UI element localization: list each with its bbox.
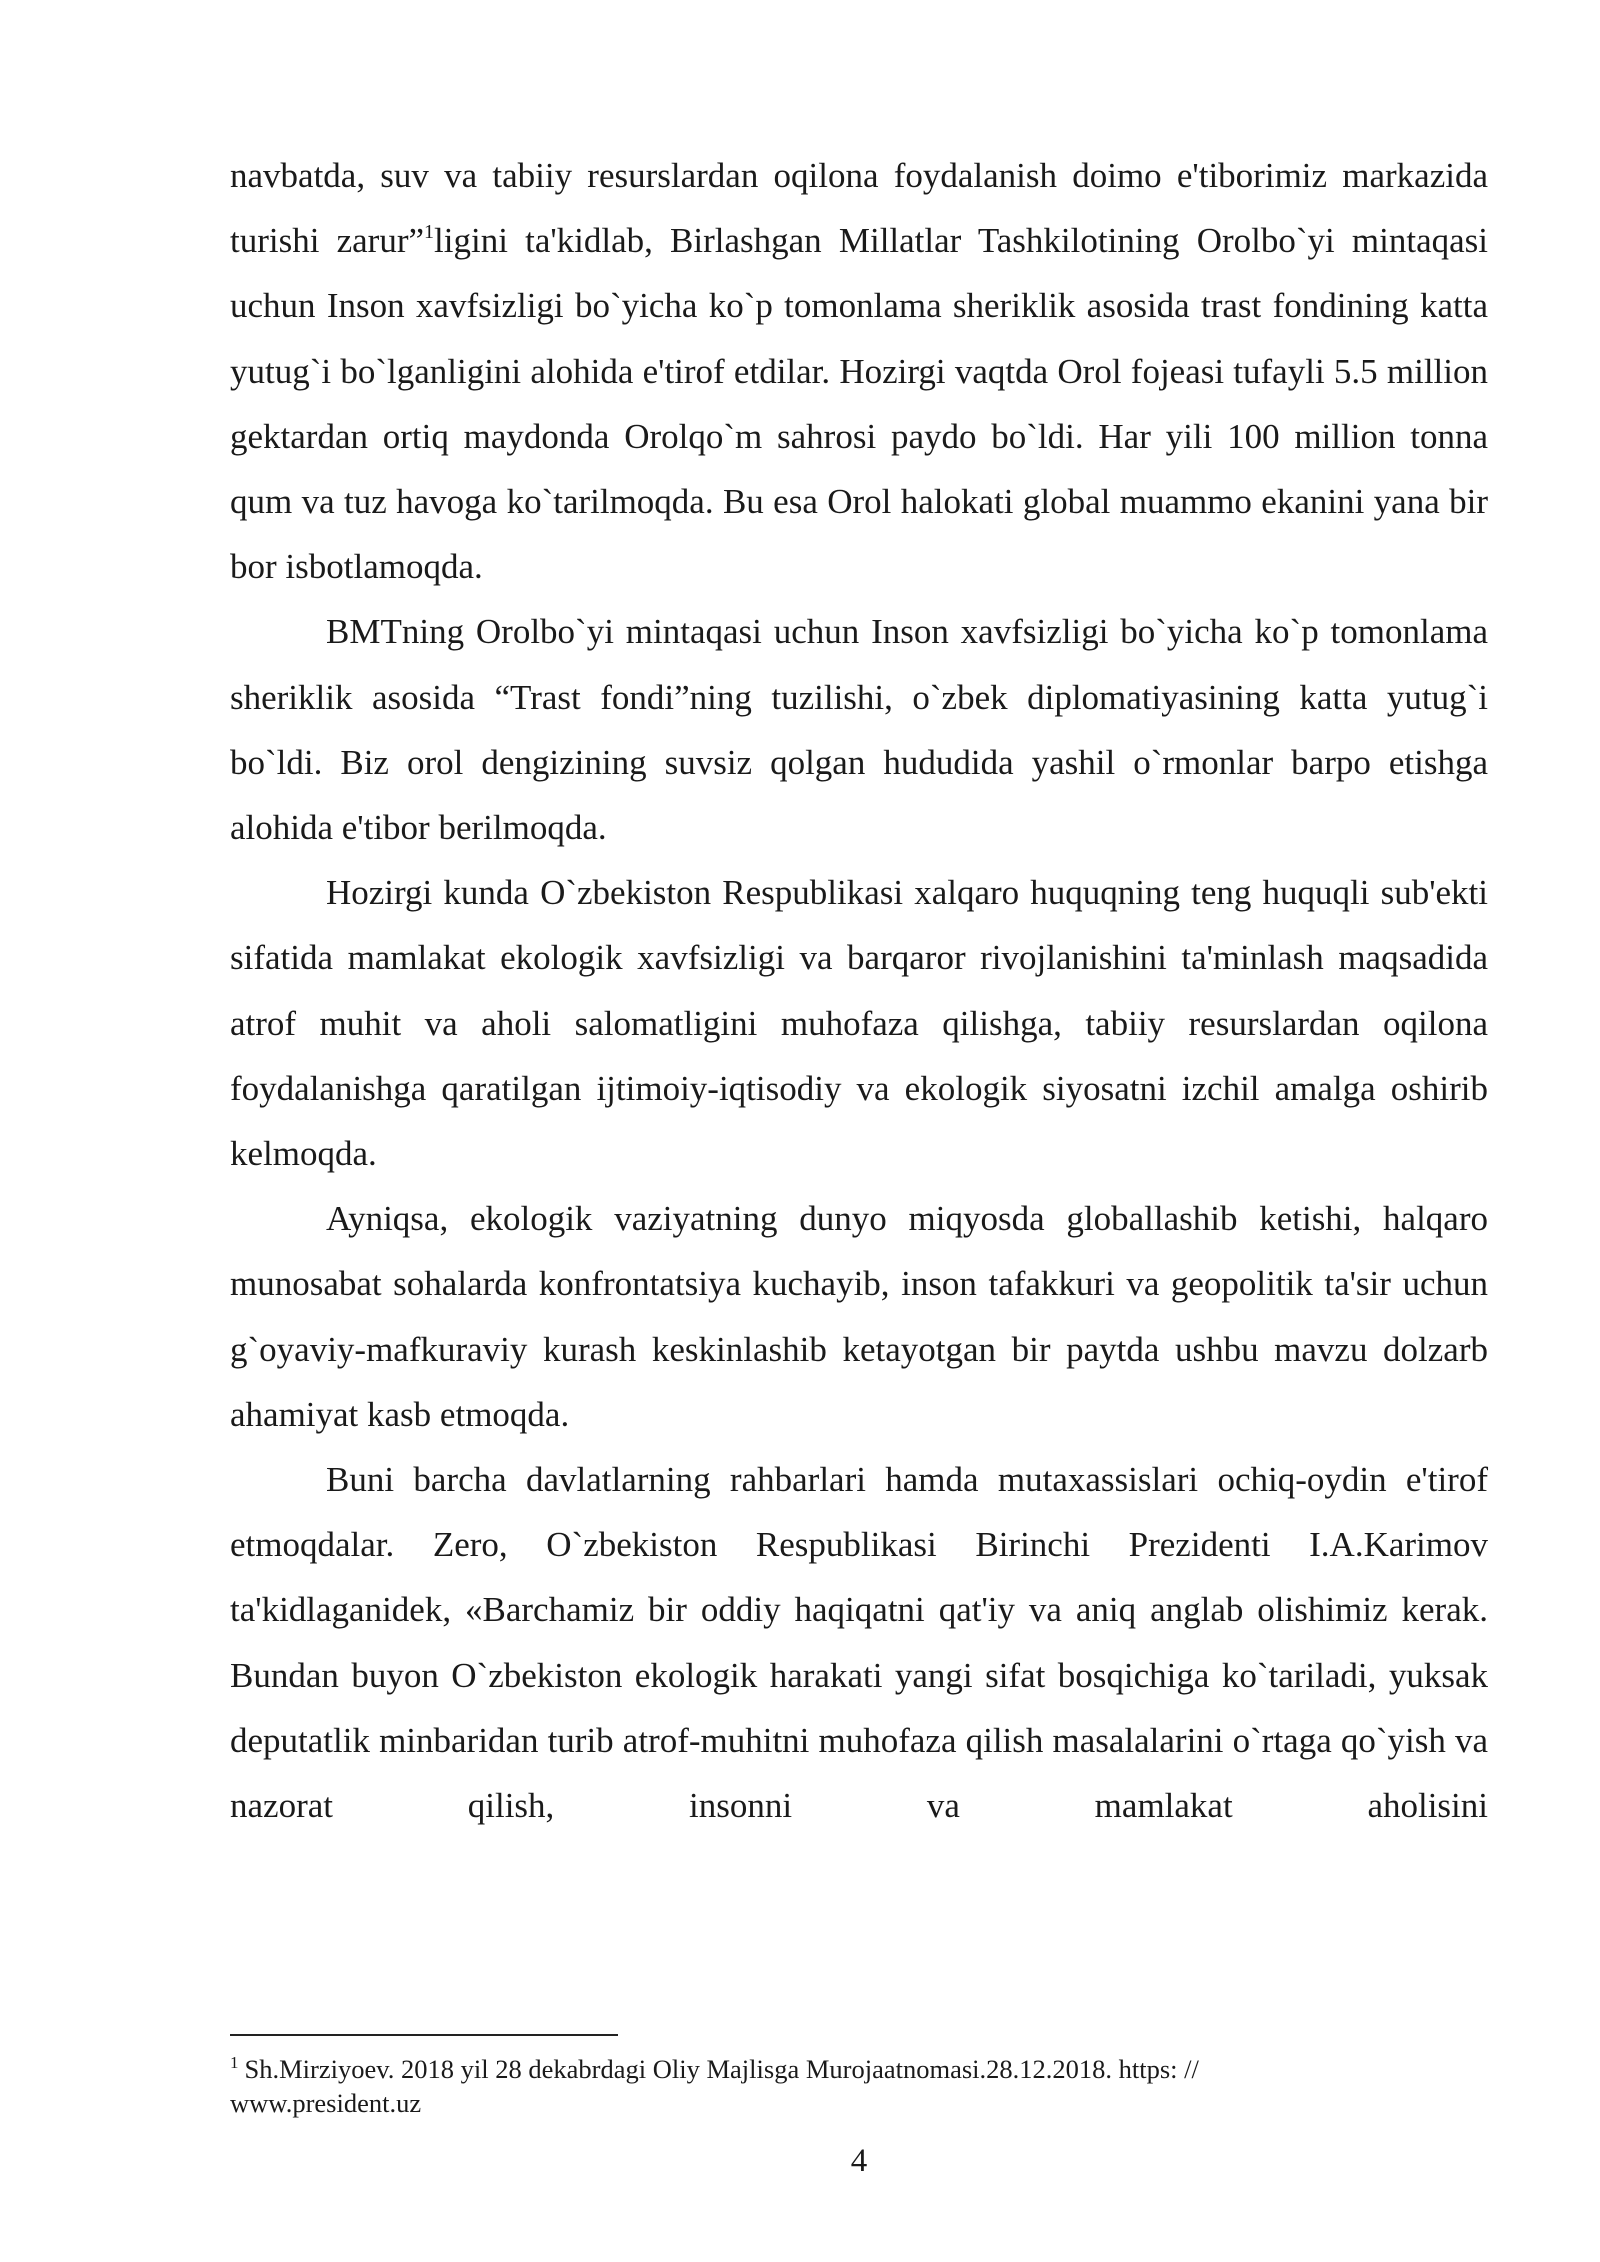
- body-text: [230, 143, 1488, 1838]
- page-number: 4: [850, 2143, 868, 2179]
- paragraph-5: Buni barcha davlatlarning rahbarlari hamda mutaxassislari ochiq-oydin e'tirof etmoqdalar. Zero, O`zbekiston Respublikasi Birinchi Prezidenti I.A.Karimov ta'kidlaganidek, «Barchamiz bir oddiy haqiqatni qat'iy va aniq anglab olishimiz kerak. Bundan buyon O`zbekiston ekologik harakati yangi sifat bosqichiga ko`tariladi, yuksak deputatlik minbaridan turib atrof-muhitni muhofaza qilish masalalarini o`rtaga qo`yish va nazorat qilish, insonni va mamlakat aholisini: [230, 1460, 1488, 1826]
- footnote-text: Sh.Mirziyoev. 2018 yil 28 dekabrdagi Oliy Majlisga Murojaatnomasi.28.12.2018. https: // www.president.uz: [230, 2054, 1199, 2118]
- paragraph-4: Ayniqsa, ekologik vaziyatning dunyo miqyosda globallashib ketishi, halqaro munosabat sohalarda konfrontatsiya kuchayib, inson tafakkuri va geopolitik ta'sir uchun g`oyaviy-mafkuraviy kurash keskinlashib ketayotgan bir paytda ushbu mavzu dolzarb ahamiyat kasb etmoqda.: [230, 1199, 1488, 1434]
- footnote-reference[interactable]: 1: [424, 221, 435, 244]
- footnote: [230, 2052, 1340, 2120]
- paragraph-1-text-end: ligini ta'kidlab, Birlashgan Millatlar Tashkilotining Orolbo`yi mintaqasi uchun Inson xavfsizligi bo`yicha ko`p tomonlama sheriklik asosida trast fondining katta yutug`i bo`lganligini alohida e'tirof etdilar. Hozirgi vaqtda Orol fojeasi tufayli 5.5 million gektardan ortiq maydonda Orolqo`m sahrosi paydo bo`ldi. Har yili 100 million tonna qum va tuz havoga ko`tarilmoqda. Bu esa Orol halokati global muammo ekanini yana bir bor isbotlamoqda.: [230, 221, 1488, 587]
- footnote-mark: 1: [230, 2053, 239, 2072]
- footnote-separator: [230, 2034, 618, 2036]
- paragraph-3: Hozirgi kunda O`zbekiston Respublikasi xalqaro huquqning teng huquqli sub'ekti sifatida mamlakat ekologik xavfsizligi va barqaror rivojlanishini ta'minlash maqsadida atrof muhit va aholi salomatligini muhofaza qilishga, tabiiy resurslardan oqilona foydalanishga qaratilgan ijtimoiy-iqtisodiy va ekologik siyosatni izchil amalga oshirib kelmoqda.: [230, 873, 1488, 1174]
- paragraph-1: [230, 143, 1488, 599]
- paragraph-2: BMTning Orolbo`yi mintaqasi uchun Inson xavfsizligi bo`yicha ko`p tomonlama sheriklik asosida “Trast fondi”ning tuzilishi, o`zbek diplomatiyasining katta yutug`i bo`ldi. Biz orol dengizining suvsiz qolgan hududida yashil o`rmonlar barpo etishga alohida e'tibor berilmoqda.: [230, 612, 1488, 848]
- paragraph-1-text-start: navbatda, suv va tabiiy resurslardan oqilona foydalanish doimo e'tiborimiz markazida turishi zarur”: [230, 156, 1488, 261]
